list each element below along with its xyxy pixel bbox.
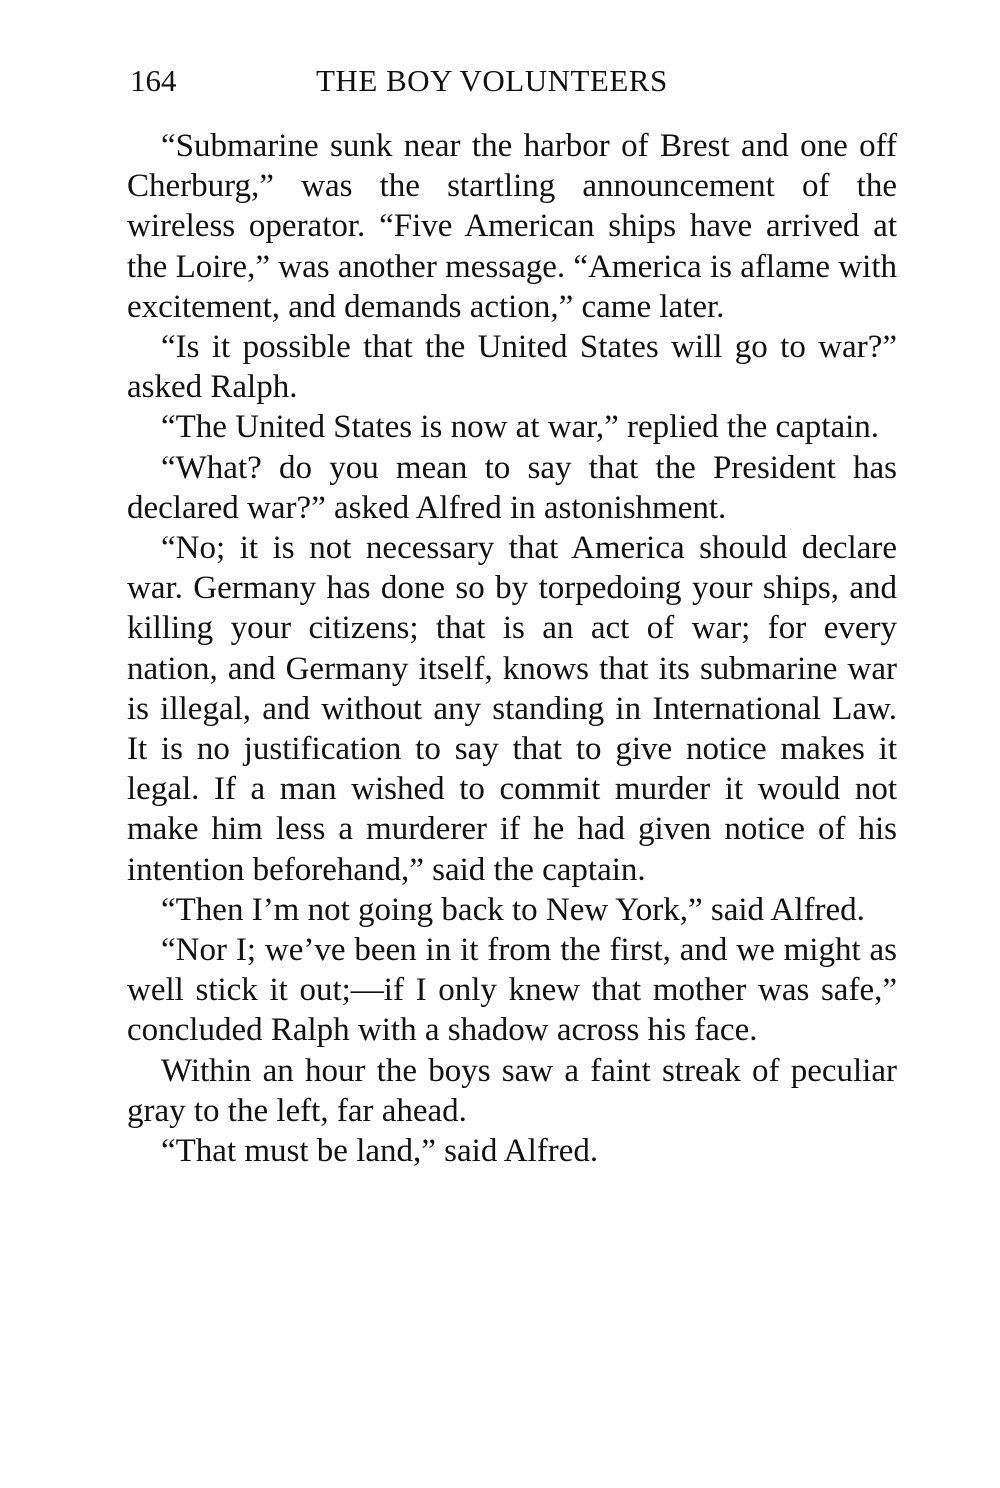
paragraph: “Is it possible that the United States will go to war?” asked Ralph. [127, 329, 897, 406]
body-text [127, 126, 897, 1171]
paragraph: “No; it is not necessary that America should declare war. Germany has done so by torpedoing your ships, and killing your citizens; that is an act of war; for every nation, and Germany itself, knows that its submarine war is illegal, and without any standing in International Law. It is no justification to say that to give notice makes it legal. If a man wished to commit murder it would not make him less a murderer if he had given notice of his intention beforehand,” said the captain. [127, 530, 897, 888]
page-number: 164 [130, 63, 177, 98]
paragraph: “That must be land,” said Alfred. [161, 1133, 599, 1170]
running-head [130, 56, 900, 106]
book-title: THE BOY VOLUNTEERS [316, 63, 668, 98]
paragraph: “Then I’m not going back to New York,” said Alfred. [161, 891, 865, 928]
paragraph: “Nor I; we’ve been in it from the first, and we might as well stick it out;—if I only knew that mother was safe,” concluded Ralph with a shadow across his face. [127, 932, 897, 1049]
paragraph: “What? do you mean to say that the President has declared war?” asked Alfred in astonishment. [127, 449, 897, 526]
paragraph: “Submarine sunk near the harbor of Brest and one off Cherburg,” was the startling announcement of the wireless operator. “Five American ships have arrived at the Loire,” was another message. “America is aflame with excitement, and demands action,” came later. [127, 128, 897, 325]
paragraph: “The United States is now at war,” replied the captain. [161, 409, 880, 446]
paragraph: Within an hour the boys saw a faint streak of peculiar gray to the left, far ahead. [127, 1052, 897, 1129]
